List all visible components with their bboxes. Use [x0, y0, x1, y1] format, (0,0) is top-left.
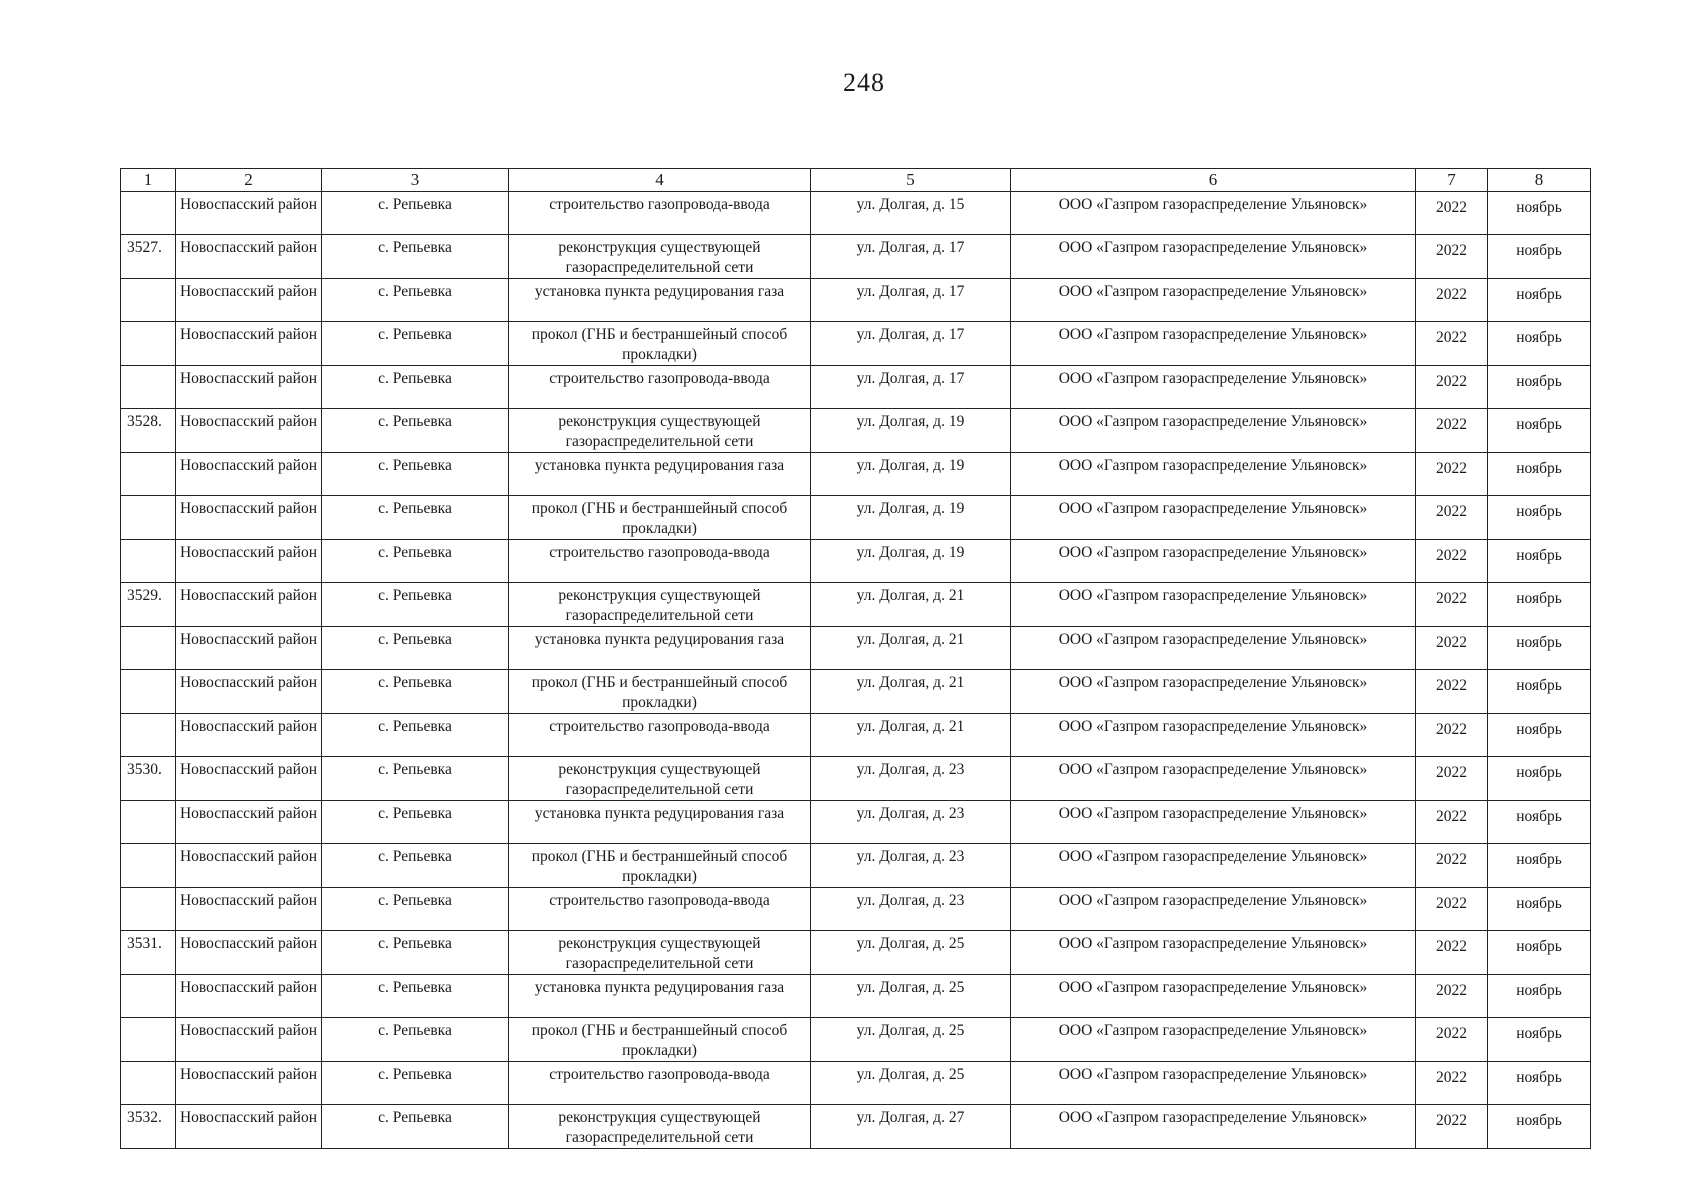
table-row	[121, 670, 1591, 714]
locality-cell: с. Репьевка	[322, 453, 509, 496]
table-row	[121, 714, 1591, 757]
address-cell: ул. Долгая, д. 21	[811, 583, 1011, 627]
table-row	[121, 583, 1591, 627]
table-row	[121, 801, 1591, 844]
row-number	[121, 888, 176, 931]
address-cell: ул. Долгая, д. 19	[811, 540, 1011, 583]
row-number: 3531.	[121, 931, 176, 975]
district-cell: Новоспасский район	[176, 931, 322, 975]
district-cell: Новоспасский район	[176, 670, 322, 714]
table-row	[121, 931, 1591, 975]
table-row	[121, 844, 1591, 888]
row-number	[121, 322, 176, 366]
district-cell: Новоспасский район	[176, 1018, 322, 1062]
table-row	[121, 322, 1591, 366]
table-body	[121, 192, 1591, 1149]
year-cell: 2022	[1416, 801, 1488, 844]
year-cell: 2022	[1416, 844, 1488, 888]
work-type-cell: прокол (ГНБ и бестраншейный способ прокладки)	[509, 1018, 811, 1062]
month-cell: ноябрь	[1488, 714, 1591, 757]
month-cell: ноябрь	[1488, 540, 1591, 583]
work-type-cell: реконструкция существующей газораспределительной сети	[509, 1105, 811, 1149]
district-cell: Новоспасский район	[176, 627, 322, 670]
work-type-cell: прокол (ГНБ и бестраншейный способ прокладки)	[509, 322, 811, 366]
organization-cell: ООО «Газпром газораспределение Ульяновск»	[1011, 1062, 1416, 1105]
table-row	[121, 627, 1591, 670]
locality-cell: с. Репьевка	[322, 540, 509, 583]
row-number	[121, 714, 176, 757]
year-cell: 2022	[1416, 757, 1488, 801]
locality-cell: с. Репьевка	[322, 888, 509, 931]
year-cell: 2022	[1416, 235, 1488, 279]
month-cell: ноябрь	[1488, 279, 1591, 322]
page-number: 248	[843, 68, 885, 97]
column-header-1: 1	[121, 169, 176, 192]
month-cell: ноябрь	[1488, 409, 1591, 453]
row-number	[121, 366, 176, 409]
locality-cell: с. Репьевка	[322, 627, 509, 670]
month-cell: ноябрь	[1488, 322, 1591, 366]
work-type-cell: реконструкция существующей газораспределительной сети	[509, 583, 811, 627]
work-type-cell: прокол (ГНБ и бестраншейный способ прокладки)	[509, 670, 811, 714]
district-cell: Новоспасский район	[176, 540, 322, 583]
address-cell: ул. Долгая, д. 25	[811, 1018, 1011, 1062]
organization-cell: ООО «Газпром газораспределение Ульяновск»	[1011, 366, 1416, 409]
locality-cell: с. Репьевка	[322, 1062, 509, 1105]
organization-cell: ООО «Газпром газораспределение Ульяновск»	[1011, 583, 1416, 627]
month-cell: ноябрь	[1488, 496, 1591, 540]
organization-cell: ООО «Газпром газораспределение Ульяновск»	[1011, 844, 1416, 888]
month-cell: ноябрь	[1488, 366, 1591, 409]
work-type-cell: строительство газопровода-ввода	[509, 888, 811, 931]
work-type-cell: реконструкция существующей газораспределительной сети	[509, 409, 811, 453]
district-cell: Новоспасский район	[176, 1062, 322, 1105]
row-number	[121, 279, 176, 322]
district-cell: Новоспасский район	[176, 714, 322, 757]
table-row	[121, 1018, 1591, 1062]
row-number: 3530.	[121, 757, 176, 801]
organization-cell: ООО «Газпром газораспределение Ульяновск»	[1011, 235, 1416, 279]
address-cell: ул. Долгая, д. 23	[811, 801, 1011, 844]
year-cell: 2022	[1416, 1105, 1488, 1149]
address-cell: ул. Долгая, д. 15	[811, 192, 1011, 235]
district-cell: Новоспасский район	[176, 888, 322, 931]
organization-cell: ООО «Газпром газораспределение Ульяновск»	[1011, 192, 1416, 235]
row-number	[121, 844, 176, 888]
locality-cell: с. Репьевка	[322, 714, 509, 757]
row-number	[121, 670, 176, 714]
year-cell: 2022	[1416, 496, 1488, 540]
district-cell: Новоспасский район	[176, 192, 322, 235]
header-row	[121, 169, 1591, 192]
row-number	[121, 496, 176, 540]
table-row	[121, 279, 1591, 322]
address-cell: ул. Долгая, д. 25	[811, 1062, 1011, 1105]
address-cell: ул. Долгая, д. 21	[811, 714, 1011, 757]
district-cell: Новоспасский район	[176, 409, 322, 453]
year-cell: 2022	[1416, 888, 1488, 931]
organization-cell: ООО «Газпром газораспределение Ульяновск»	[1011, 627, 1416, 670]
table-row	[121, 975, 1591, 1018]
district-cell: Новоспасский район	[176, 235, 322, 279]
row-number: 3527.	[121, 235, 176, 279]
month-cell: ноябрь	[1488, 1062, 1591, 1105]
year-cell: 2022	[1416, 453, 1488, 496]
year-cell: 2022	[1416, 670, 1488, 714]
row-number	[121, 1062, 176, 1105]
month-cell: ноябрь	[1488, 757, 1591, 801]
row-number	[121, 453, 176, 496]
table-row	[121, 540, 1591, 583]
district-cell: Новоспасский район	[176, 496, 322, 540]
row-number	[121, 801, 176, 844]
work-type-cell: строительство газопровода-ввода	[509, 714, 811, 757]
locality-cell: с. Репьевка	[322, 1105, 509, 1149]
work-type-cell: установка пункта редуцирования газа	[509, 627, 811, 670]
organization-cell: ООО «Газпром газораспределение Ульяновск»	[1011, 931, 1416, 975]
locality-cell: с. Репьевка	[322, 583, 509, 627]
district-cell: Новоспасский район	[176, 757, 322, 801]
year-cell: 2022	[1416, 192, 1488, 235]
address-cell: ул. Долгая, д. 19	[811, 453, 1011, 496]
address-cell: ул. Долгая, д. 23	[811, 844, 1011, 888]
work-type-cell: строительство газопровода-ввода	[509, 366, 811, 409]
year-cell: 2022	[1416, 1018, 1488, 1062]
organization-cell: ООО «Газпром газораспределение Ульяновск»	[1011, 1018, 1416, 1062]
table-row	[121, 366, 1591, 409]
row-number	[121, 1018, 176, 1062]
organization-cell: ООО «Газпром газораспределение Ульяновск»	[1011, 714, 1416, 757]
table-row	[121, 453, 1591, 496]
address-cell: ул. Долгая, д. 23	[811, 757, 1011, 801]
address-cell: ул. Долгая, д. 17	[811, 322, 1011, 366]
work-type-cell: прокол (ГНБ и бестраншейный способ прокладки)	[509, 496, 811, 540]
month-cell: ноябрь	[1488, 192, 1591, 235]
row-number	[121, 627, 176, 670]
month-cell: ноябрь	[1488, 975, 1591, 1018]
year-cell: 2022	[1416, 366, 1488, 409]
address-cell: ул. Долгая, д. 23	[811, 888, 1011, 931]
district-cell: Новоспасский район	[176, 801, 322, 844]
table-row	[121, 496, 1591, 540]
month-cell: ноябрь	[1488, 844, 1591, 888]
month-cell: ноябрь	[1488, 583, 1591, 627]
work-type-cell: прокол (ГНБ и бестраншейный способ прокладки)	[509, 844, 811, 888]
address-cell: ул. Долгая, д. 25	[811, 975, 1011, 1018]
organization-cell: ООО «Газпром газораспределение Ульяновск»	[1011, 1105, 1416, 1149]
work-type-cell: установка пункта редуцирования газа	[509, 453, 811, 496]
work-type-cell: строительство газопровода-ввода	[509, 1062, 811, 1105]
row-number: 3532.	[121, 1105, 176, 1149]
locality-cell: с. Репьевка	[322, 192, 509, 235]
organization-cell: ООО «Газпром газораспределение Ульяновск»	[1011, 540, 1416, 583]
locality-cell: с. Репьевка	[322, 670, 509, 714]
locality-cell: с. Репьевка	[322, 801, 509, 844]
organization-cell: ООО «Газпром газораспределение Ульяновск»	[1011, 279, 1416, 322]
work-type-cell: строительство газопровода-ввода	[509, 540, 811, 583]
table-row	[121, 1105, 1591, 1149]
month-cell: ноябрь	[1488, 670, 1591, 714]
organization-cell: ООО «Газпром газораспределение Ульяновск»	[1011, 670, 1416, 714]
month-cell: ноябрь	[1488, 801, 1591, 844]
locality-cell: с. Репьевка	[322, 279, 509, 322]
work-type-cell: реконструкция существующей газораспределительной сети	[509, 931, 811, 975]
locality-cell: с. Репьевка	[322, 366, 509, 409]
work-type-cell: реконструкция существующей газораспределительной сети	[509, 235, 811, 279]
column-header-4: 4	[509, 169, 811, 192]
year-cell: 2022	[1416, 627, 1488, 670]
column-header-3: 3	[322, 169, 509, 192]
work-type-cell: установка пункта редуцирования газа	[509, 801, 811, 844]
month-cell: ноябрь	[1488, 453, 1591, 496]
row-number	[121, 192, 176, 235]
address-cell: ул. Долгая, д. 19	[811, 409, 1011, 453]
locality-cell: с. Репьевка	[322, 496, 509, 540]
district-cell: Новоспасский район	[176, 279, 322, 322]
organization-cell: ООО «Газпром газораспределение Ульяновск»	[1011, 496, 1416, 540]
year-cell: 2022	[1416, 714, 1488, 757]
year-cell: 2022	[1416, 322, 1488, 366]
year-cell: 2022	[1416, 409, 1488, 453]
address-cell: ул. Долгая, д. 17	[811, 235, 1011, 279]
address-cell: ул. Долгая, д. 17	[811, 279, 1011, 322]
work-type-cell: установка пункта редуцирования газа	[509, 975, 811, 1018]
row-number: 3528.	[121, 409, 176, 453]
address-cell: ул. Долгая, д. 25	[811, 931, 1011, 975]
locality-cell: с. Репьевка	[322, 757, 509, 801]
month-cell: ноябрь	[1488, 235, 1591, 279]
year-cell: 2022	[1416, 1062, 1488, 1105]
locality-cell: с. Репьевка	[322, 409, 509, 453]
year-cell: 2022	[1416, 279, 1488, 322]
year-cell: 2022	[1416, 540, 1488, 583]
table-row	[121, 757, 1591, 801]
locality-cell: с. Репьевка	[322, 1018, 509, 1062]
address-cell: ул. Долгая, д. 17	[811, 366, 1011, 409]
district-cell: Новоспасский район	[176, 322, 322, 366]
row-number: 3529.	[121, 583, 176, 627]
district-cell: Новоспасский район	[176, 583, 322, 627]
table-row	[121, 235, 1591, 279]
month-cell: ноябрь	[1488, 627, 1591, 670]
year-cell: 2022	[1416, 583, 1488, 627]
organization-cell: ООО «Газпром газораспределение Ульяновск»	[1011, 975, 1416, 1018]
column-header-7: 7	[1416, 169, 1488, 192]
district-cell: Новоспасский район	[176, 975, 322, 1018]
column-header-8: 8	[1488, 169, 1591, 192]
organization-cell: ООО «Газпром газораспределение Ульяновск»	[1011, 888, 1416, 931]
address-cell: ул. Долгая, д. 19	[811, 496, 1011, 540]
locality-cell: с. Репьевка	[322, 931, 509, 975]
district-cell: Новоспасский район	[176, 366, 322, 409]
table-row	[121, 192, 1591, 235]
organization-cell: ООО «Газпром газораспределение Ульяновск»	[1011, 801, 1416, 844]
address-cell: ул. Долгая, д. 21	[811, 627, 1011, 670]
month-cell: ноябрь	[1488, 1105, 1591, 1149]
work-type-cell: строительство газопровода-ввода	[509, 192, 811, 235]
row-number	[121, 540, 176, 583]
organization-cell: ООО «Газпром газораспределение Ульяновск»	[1011, 409, 1416, 453]
organization-cell: ООО «Газпром газораспределение Ульяновск»	[1011, 453, 1416, 496]
locality-cell: с. Репьевка	[322, 844, 509, 888]
organization-cell: ООО «Газпром газораспределение Ульяновск»	[1011, 757, 1416, 801]
district-cell: Новоспасский район	[176, 1105, 322, 1149]
work-type-cell: установка пункта редуцирования газа	[509, 279, 811, 322]
district-cell: Новоспасский район	[176, 453, 322, 496]
work-type-cell: реконструкция существующей газораспределительной сети	[509, 757, 811, 801]
table-row	[121, 409, 1591, 453]
month-cell: ноябрь	[1488, 888, 1591, 931]
row-number	[121, 975, 176, 1018]
year-cell: 2022	[1416, 931, 1488, 975]
locality-cell: с. Репьевка	[322, 975, 509, 1018]
year-cell: 2022	[1416, 975, 1488, 1018]
month-cell: ноябрь	[1488, 931, 1591, 975]
address-cell: ул. Долгая, д. 27	[811, 1105, 1011, 1149]
works-table	[120, 168, 1591, 1149]
column-header-6: 6	[1011, 169, 1416, 192]
organization-cell: ООО «Газпром газораспределение Ульяновск»	[1011, 322, 1416, 366]
locality-cell: с. Репьевка	[322, 235, 509, 279]
address-cell: ул. Долгая, д. 21	[811, 670, 1011, 714]
month-cell: ноябрь	[1488, 1018, 1591, 1062]
column-header-5: 5	[811, 169, 1011, 192]
column-header-2: 2	[176, 169, 322, 192]
table-row	[121, 1062, 1591, 1105]
district-cell: Новоспасский район	[176, 844, 322, 888]
locality-cell: с. Репьевка	[322, 322, 509, 366]
table-row	[121, 888, 1591, 931]
